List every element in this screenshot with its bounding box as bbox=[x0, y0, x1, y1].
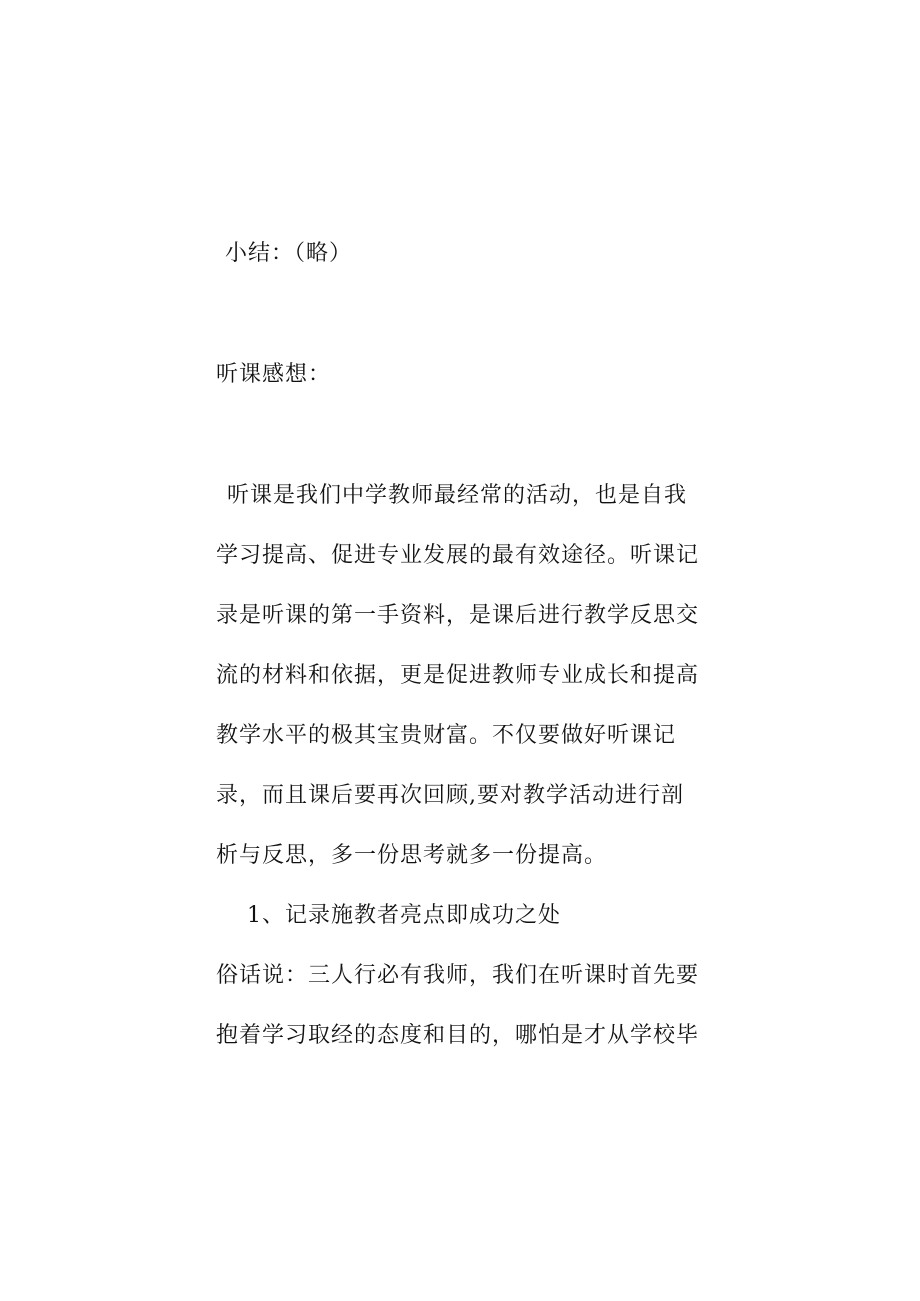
paragraph-line-6: 录，而且课后要再次回顾,要对教学活动进行剖 bbox=[216, 783, 684, 808]
paragraph-line-4: 流的材料和依据，更是促进教师专业成长和提高 bbox=[216, 663, 700, 688]
paragraph-line-3: 录是听课的第一手资料，是课后进行教学反思交 bbox=[216, 603, 700, 628]
paragraph-line-1: 听课是我们中学教师最经常的活动，也是自我 bbox=[227, 483, 688, 508]
paragraph-line-7: 析与反思，多一份思考就多一份提高。 bbox=[216, 843, 608, 868]
section-line-2: 抱着学习取经的态度和目的，哪怕是才从学校毕 bbox=[216, 1023, 700, 1048]
summary-line: 小结：（略） bbox=[225, 241, 353, 266]
heading-line: 听课感想： bbox=[216, 362, 332, 387]
section-title: 1、记录施教者亮点即成功之处 bbox=[247, 903, 561, 928]
paragraph-line-5: 教学水平的极其宝贵财富。不仅要做好听课记 bbox=[216, 723, 677, 748]
section-line-1: 俗话说：三人行必有我师，我们在听课时首先要 bbox=[216, 963, 700, 988]
paragraph-line-2: 学习提高、促进专业发展的最有效途径。听课记 bbox=[216, 543, 700, 568]
